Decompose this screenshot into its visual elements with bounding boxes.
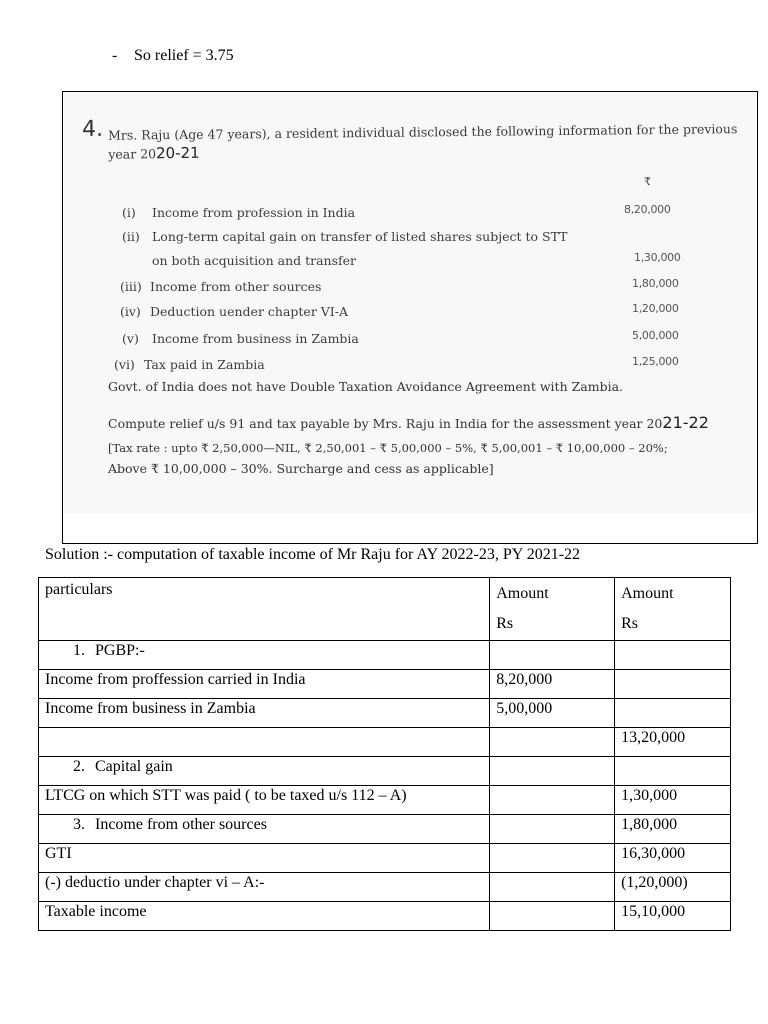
handwritten-year: 20-21: [155, 143, 200, 163]
dtaa-note: Govt. of India does not have Double Taxation Avoidance Agreement with Zambia.: [108, 379, 624, 394]
rupee-column-symbol: ₹: [644, 175, 651, 188]
table-row: Income from proffession carried in India 8,20,000: [39, 670, 731, 699]
question-scan-image: [62, 91, 758, 544]
question-header: [81, 116, 744, 164]
table-row: (-) deductio under chapter vi – A:- (1,20,000): [39, 873, 731, 902]
header-particulars: particulars: [39, 578, 490, 641]
compute-instruction: Compute relief u/s 91 and tax payable by Mrs. Raju in India for the assessment year 2021-22: [108, 413, 709, 432]
table-row: Income from business in Zambia 5,00,000: [39, 699, 731, 728]
section-pgbp: 1. PGBP:-: [73, 642, 145, 659]
header-amount-col2: Amount Rs: [490, 578, 615, 641]
handwritten-assessment-year: 21-22: [662, 413, 709, 432]
tax-rate-line-2: Above ₹ 10,00,000 – 30%. Surcharge and cess as applicable]: [108, 461, 494, 476]
item-2: (ii) Long-term capital gain on transfer of listed shares subject to STT: [122, 229, 568, 244]
table-row: LTCG on which STT was paid ( to be taxed u/s 112 – A) 1,30,000: [39, 786, 731, 815]
tax-rate-line-1: [Tax rate : upto ₹ 2,50,000—NIL, ₹ 2,50,001 – ₹ 5,00,000 – 5%, ₹ 5,00,001 – ₹ 10,00,000 – 20%;: [108, 441, 668, 455]
item-2-amount: 1,30,000: [634, 251, 681, 264]
question-text: [108, 120, 744, 164]
bullet-dash: -: [112, 47, 118, 64]
item-1-amount: 8,20,000: [624, 203, 671, 216]
question-text-main: Mrs. Raju (Age 47 years), a resident individual disclosed the following information for the previous year 20: [108, 121, 738, 162]
table-header-row: [39, 578, 731, 641]
income-computation-table: [38, 577, 731, 931]
item-6-amount: 1,25,000: [632, 355, 679, 368]
item-3: (iii) Income from other sources: [120, 279, 322, 294]
section-other-sources: 3. Income from other sources: [73, 816, 267, 833]
intro-text: So relief = 3.75: [134, 47, 234, 64]
item-4: (iv) Deduction uender chapter VI-A: [120, 304, 348, 319]
item-3-amount: 1,80,000: [632, 277, 679, 290]
table-row: 3. Income from other sources 1,80,000: [39, 815, 731, 844]
table-row: 13,20,000: [39, 728, 731, 757]
section-capital-gain: 2. Capital gain: [73, 758, 173, 775]
solution-heading: Solution :- computation of taxable income of Mr Raju for AY 2022-23, PY 2021-22: [45, 546, 581, 563]
item-4-amount: 1,20,000: [632, 302, 679, 315]
table-row: GTI 16,30,000: [39, 844, 731, 873]
header-amount-col3: Amount Rs: [615, 578, 731, 641]
intro-line: [112, 47, 234, 65]
question-number: 4.: [81, 116, 104, 143]
item-6: (vi) Tax paid in Zambia: [114, 357, 265, 372]
item-1: (i) Income from profession in India: [122, 205, 356, 220]
item-2-continued: on both acquisition and transfer: [152, 253, 357, 268]
table-row: [39, 757, 731, 786]
scan-content: [64, 93, 756, 513]
table-row: Taxable income 15,10,000: [39, 902, 731, 931]
item-5: (v) Income from business in Zambia: [122, 331, 359, 346]
item-5-amount: 5,00,000: [632, 329, 679, 342]
table-row: [39, 641, 731, 670]
